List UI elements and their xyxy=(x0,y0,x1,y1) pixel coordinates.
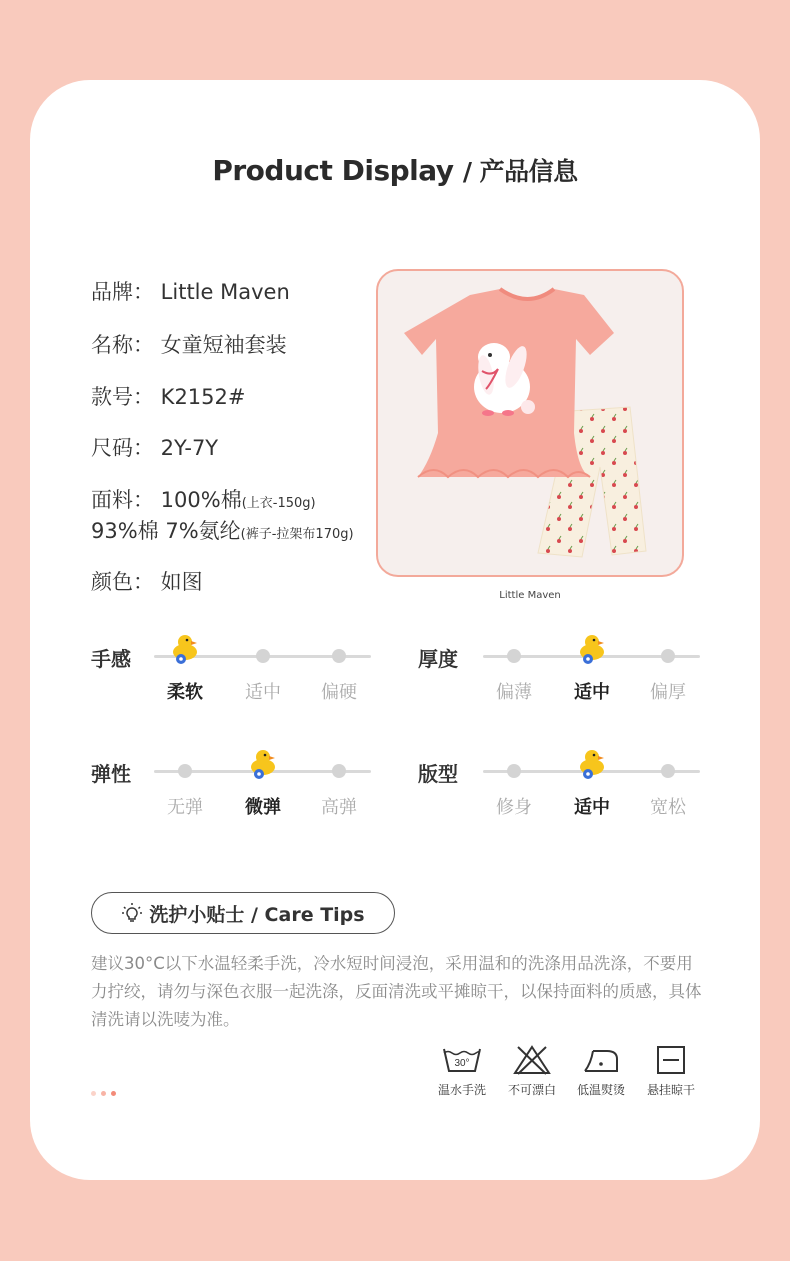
spec-brand: 品牌： Little Maven xyxy=(91,280,290,304)
spec-fabric-top-note: (上衣-150g) xyxy=(241,496,316,511)
scale-dot xyxy=(661,764,675,778)
no-bleach-label: 不可漂白 xyxy=(507,1083,556,1097)
hand-wash-label: 温水手洗 xyxy=(437,1083,486,1097)
scale-option-fit-2: 宽松 xyxy=(650,797,686,818)
line-dry-icon xyxy=(651,1045,691,1075)
scale-dot xyxy=(661,649,675,663)
scale-option-elasticity-1: 微弹 xyxy=(245,797,281,818)
duck-marker-icon xyxy=(168,632,202,666)
scale-dot xyxy=(507,764,521,778)
care-description: 建议30°C以下水温轻柔手洗，冷水短时间浸泡，采用温和的洗涤用品洗涤，不要用力拧绞，请勿与深色衣服一起洗涤，反面清洗或平摊晾干，以保持面料的质感，具体清洗请以洗唛为准。 xyxy=(91,954,702,1029)
care-tips-pill xyxy=(91,892,395,934)
hand-wash xyxy=(427,1045,497,1098)
outfit-illustration xyxy=(378,271,682,575)
photo-caption: Little Maven xyxy=(499,590,561,601)
scale-option-feel-2: 偏硬 xyxy=(321,682,357,703)
spec-model: 款号： K2152# xyxy=(91,385,246,409)
low-iron xyxy=(566,1045,636,1098)
duck-marker-icon xyxy=(575,632,609,666)
page-dot xyxy=(101,1091,106,1096)
scale-dot xyxy=(178,764,192,778)
spec-name: 名称： 女童短袖套装 xyxy=(91,333,287,357)
scale-label-feel: 手感 xyxy=(91,647,131,671)
care-tips-label: 洗护小贴士 / Care Tips xyxy=(149,903,365,926)
scale-option-feel-0: 柔软 xyxy=(167,682,203,703)
scale-option-elasticity-0: 无弹 xyxy=(167,797,203,818)
spec-fabric-pants-note: (裤子-拉架布170g) xyxy=(240,527,354,542)
duck-marker-icon xyxy=(246,747,280,781)
scale-option-thickness-0: 偏薄 xyxy=(496,682,532,703)
scale-dot xyxy=(332,764,346,778)
no-bleach xyxy=(497,1045,567,1098)
page-dot-active xyxy=(111,1091,116,1096)
spec-fabric-main: 面料： 100%棉 xyxy=(91,488,242,512)
title-en: Product Display xyxy=(212,154,454,187)
scale-option-fit-0: 修身 xyxy=(496,797,532,818)
low-iron-label: 低温熨烫 xyxy=(576,1083,625,1097)
line-dry xyxy=(636,1045,706,1098)
spec-fabric-pants-main: 93%棉 7%氨纶 xyxy=(91,519,241,543)
spec-size: 尺码： 2Y-7Y xyxy=(91,436,219,460)
title-cn: / 产品信息 xyxy=(462,157,578,186)
scale-option-fit-1: 适中 xyxy=(574,797,610,818)
low-iron-icon xyxy=(581,1045,621,1075)
scale-option-thickness-1: 适中 xyxy=(574,682,610,703)
scale-label-elasticity: 弹性 xyxy=(91,762,131,786)
scale-dot xyxy=(332,649,346,663)
page-dot xyxy=(91,1091,96,1096)
spec-fabric-pants xyxy=(91,515,354,545)
scale-option-elasticity-2: 高弹 xyxy=(321,797,357,818)
scale-option-thickness-2: 偏厚 xyxy=(650,682,686,703)
page-indicator xyxy=(91,1091,116,1096)
spec-fabric xyxy=(91,484,316,514)
hand-wash-icon xyxy=(442,1045,482,1075)
scale-option-feel-1: 适中 xyxy=(245,682,281,703)
page-title xyxy=(0,152,790,188)
wash-temp-badge: 30° xyxy=(454,1058,470,1069)
product-photo xyxy=(376,269,684,577)
no-bleach-icon xyxy=(512,1045,552,1075)
scale-label-thickness: 厚度 xyxy=(418,647,458,671)
scale-dot xyxy=(507,649,521,663)
spec-color: 颜色： 如图 xyxy=(91,570,203,594)
scale-dot xyxy=(256,649,270,663)
bulb-icon xyxy=(121,902,143,924)
line-dry-label: 悬挂晾干 xyxy=(646,1083,695,1097)
scale-label-fit: 版型 xyxy=(418,762,458,786)
duck-marker-icon xyxy=(575,747,609,781)
